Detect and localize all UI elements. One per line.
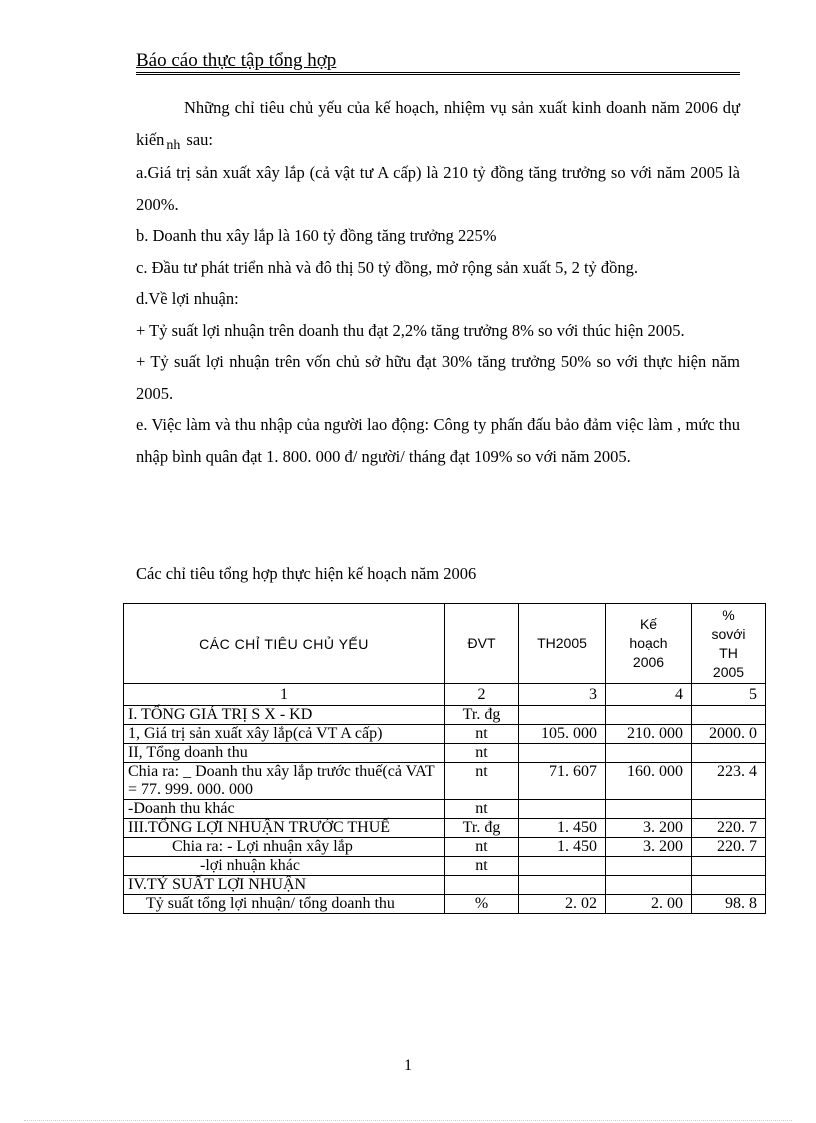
intro-paragraph [136,92,740,157]
row-th2005 [519,857,606,876]
table-row [124,800,766,819]
row-name: Chia ra: - Lợi nhuận xây lắp [124,838,445,857]
page-number: 1 [404,1057,412,1074]
row-unit: nt [445,725,519,744]
row-kh2006: 3. 200 [606,838,692,857]
header-line: 2006 [632,654,665,670]
row-name: IV.TỶ SUẤT LỢI NHUẬN [124,876,445,895]
column-number: 1 [124,684,445,706]
row-name: Chia ra: _ Doanh thu xây lắp trước thuế(cả VAT = 77. 999. 000. 000 [124,763,445,800]
column-number: 5 [692,684,766,706]
table-caption: Các chỉ tiêu tổng hợp thực hiện kế hoạch năm 2006 [136,564,477,583]
header-line: sovới [711,625,746,642]
row-pct [692,706,766,725]
row-unit: nt [445,800,519,819]
row-th2005: 105. 000 [519,725,606,744]
row-name: -lợi nhuận khác [124,857,445,876]
row-kh2006 [606,876,692,895]
header-title: Báo cáo thực tập tổng hợp [136,50,337,71]
row-pct: 223. 4 [692,763,766,800]
row-pct [692,800,766,819]
table-row [124,895,766,914]
row-pct: 220. 7 [692,838,766,857]
header-line: Kế [639,616,658,632]
column-number: 4 [606,684,692,706]
table-row [124,725,766,744]
row-unit: nt [445,838,519,857]
row-th2005: 71. 607 [519,763,606,800]
header-pct-so-voi [692,604,766,684]
paragraph-d2: + Tỷ suất lợi nhuận trên vốn chủ sở hữu đạt 30% tăng trưởng 50% so với thực hiện năm 2005. [136,352,740,403]
row-name: III.TỔNG LỢI NHUẬN TRƯỚC THUẾ [124,819,445,838]
row-kh2006: 160. 000 [606,763,692,800]
intro-text: Những chỉ tiêu chủ yếu của kế hoạch, nhiệm vụ sản xuất kinh doanh năm 2006 dự kiến [136,98,740,149]
header-line: TH [719,644,738,661]
header-indicators: CÁC CHỈ TIÊU CHỦ YẾU [124,604,445,684]
header-ke-hoach-2006 [606,604,692,684]
intro-nh-fragment: nh [166,137,181,153]
intro-end: sau: [186,129,214,149]
paragraph-e: e. Việc làm và thu nhập của người lao động: Công ty phấn đấu bảo đảm việc làm , mức thu nhập bình quân đạt 1. 800. 000 đ/ người/ tháng đạt 109% so với năm 2005. [136,415,740,466]
row-pct [692,744,766,763]
table-row [124,838,766,857]
paragraph-d: d.Về lợi nhuận: [136,289,239,308]
running-header [136,50,740,75]
body-text [136,92,740,472]
row-name: -Doanh thu khác [124,800,445,819]
row-unit: nt [445,857,519,876]
row-th2005 [519,800,606,819]
row-unit: Tr. đg [445,706,519,725]
row-th2005: 2. 02 [519,895,606,914]
table-row [124,819,766,838]
row-kh2006: 210. 000 [606,725,692,744]
header-line: 2005 [712,663,745,680]
header-line: % [722,606,735,623]
row-th2005 [519,744,606,763]
header-unit: ĐVT [445,604,519,684]
row-th2005 [519,876,606,895]
column-number: 2 [445,684,519,706]
table-header-row [124,604,766,684]
row-unit: nt [445,763,519,800]
header-line: hoạch [629,635,668,651]
paragraph-c: c. Đầu tư phát triển nhà và đô thị 50 tỷ đồng, mở rộng sản xuất 5, 2 tỷ đồng. [136,257,639,277]
row-unit [445,876,519,895]
row-pct: 2000. 0 [692,725,766,744]
row-name: Tỷ suất tổng lợi nhuận/ tổng doanh thu [124,895,445,914]
column-number-row [124,684,766,706]
indicators-table [123,603,766,914]
row-unit: % [445,895,519,914]
header-th2005: TH2005 [519,604,606,684]
row-kh2006: 2. 00 [606,895,692,914]
row-unit: Tr. đg [445,819,519,838]
row-th2005: 1. 450 [519,838,606,857]
paragraph-b: b. Doanh thu xây lắp là 160 tỷ đồng tăng trưởng 225% [136,226,497,245]
row-kh2006: 3. 200 [606,819,692,838]
paragraph-d1: + Tỷ suất lợi nhuận trên doanh thu đạt 2,2% tăng trưởng 8% so với thúc hiện 2005. [136,320,685,340]
table-row [124,857,766,876]
row-name: I. TỔNG GIÁ TRỊ S X - KD [124,706,445,725]
row-kh2006 [606,706,692,725]
page-cut-line [24,1120,792,1121]
row-kh2006 [606,800,692,819]
column-number: 3 [519,684,606,706]
table-row [124,763,766,800]
table-row [124,706,766,725]
paragraph-a: a.Giá trị sản xuất xây lắp (cả vật tư A cấp) là 210 tỷ đồng tăng trưởng so với năm 2005 là 200%. [136,163,740,214]
table-row [124,876,766,895]
row-th2005: 1. 450 [519,819,606,838]
row-kh2006 [606,857,692,876]
row-unit: nt [445,744,519,763]
row-name: II, Tổng doanh thu [124,744,445,763]
row-pct [692,876,766,895]
table-row [124,744,766,763]
row-pct: 220. 7 [692,819,766,838]
row-name: 1, Giá trị sản xuất xây lắp(cả VT A cấp) [124,725,445,744]
row-pct: 98. 8 [692,895,766,914]
row-kh2006 [606,744,692,763]
row-pct [692,857,766,876]
row-th2005 [519,706,606,725]
